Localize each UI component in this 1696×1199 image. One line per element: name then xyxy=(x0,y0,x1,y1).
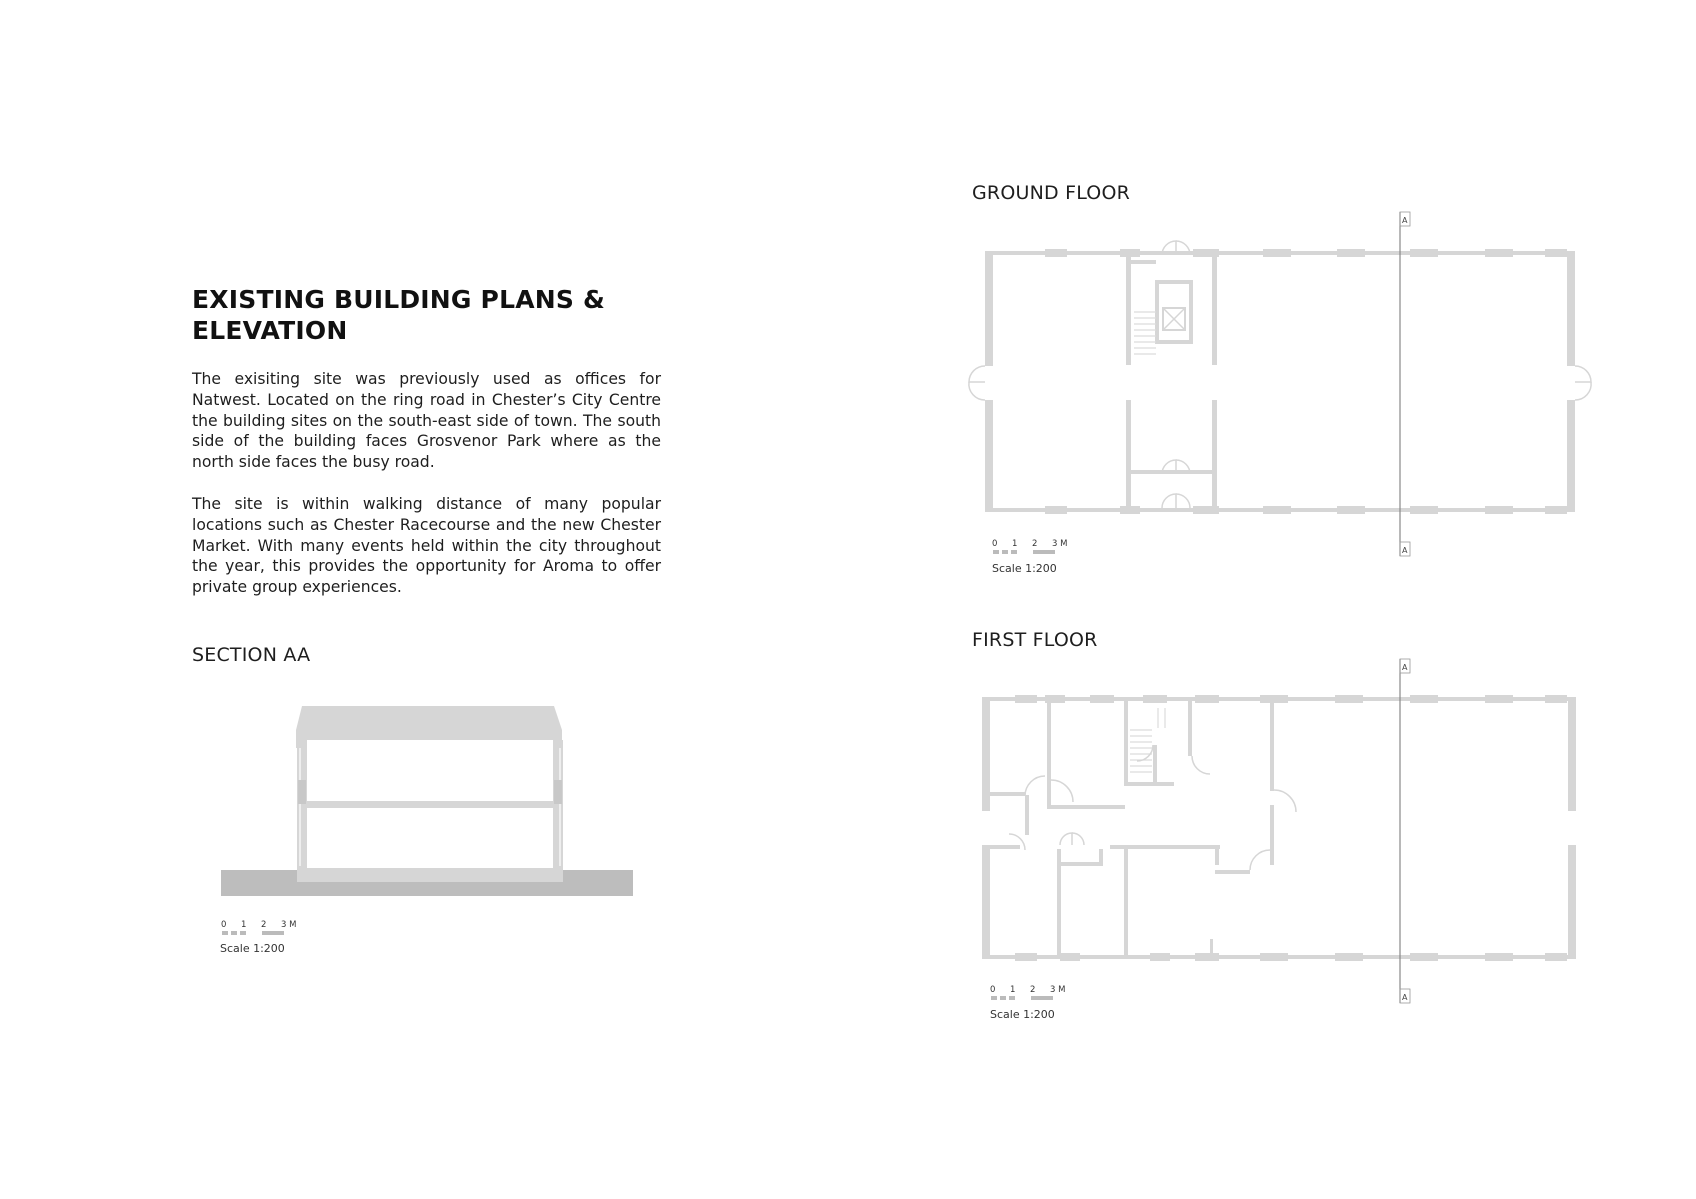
scale-tick-1: 1 xyxy=(1010,985,1016,995)
scale-tick-3: 3 M xyxy=(1052,539,1068,549)
west-wall-upper xyxy=(982,697,990,811)
roof xyxy=(296,706,562,748)
scale-tick-3: 3 M xyxy=(1050,985,1066,995)
first-floor-slab xyxy=(307,801,553,808)
scale-tick-1: 1 xyxy=(241,920,247,930)
ground-section-mark-bottom: A xyxy=(1402,546,1408,555)
ground-scale-bar xyxy=(992,539,1067,575)
scale-tick-0: 0 xyxy=(992,539,998,549)
building-base xyxy=(297,868,563,882)
first-scale-label: Scale 1:200 xyxy=(990,1008,1055,1021)
ground-section-mark-top: A xyxy=(1402,216,1408,225)
scale-tick-3: 3 M xyxy=(281,920,297,930)
east-wall-lower xyxy=(1567,400,1575,512)
west-wall-lower xyxy=(982,845,990,959)
intro-paragraph: The exisiting site was previously used as offices for Natwest. Located on the ring road in Chester’s City Centre the building sites on the south-east side of town. The south side of the building faces Grosvenor Park where as the north side faces the busy road. xyxy=(192,370,661,472)
east-wall-lower xyxy=(1568,845,1576,959)
first-floor-plan xyxy=(982,659,1576,1003)
scale-tick-0: 0 xyxy=(990,985,996,995)
first-section-mark-top: A xyxy=(1402,663,1408,672)
first-section-mark-bottom: A xyxy=(1402,993,1408,1002)
east-wall-upper xyxy=(1567,251,1575,366)
location-paragraph: The site is within walking distance of many popular locations such as Chester Racecourse and the new Chester Market. With many events held within the city throughout the year, this provides the opportunity for Aroma to offer private group experiences. xyxy=(192,495,661,597)
east-wall-upper xyxy=(1568,697,1576,811)
page-title: EXISTING BUILDING PLANS & ELEVATION xyxy=(192,285,605,345)
scale-tick-0: 0 xyxy=(221,920,227,930)
west-wall-upper xyxy=(985,251,993,366)
section-aa-drawing xyxy=(220,706,633,955)
section-scale-label: Scale 1:200 xyxy=(220,942,285,955)
ground-floor-plan xyxy=(969,212,1591,556)
scale-tick-2: 2 xyxy=(261,920,267,930)
west-wall-lower xyxy=(985,400,993,512)
ground-scale-label: Scale 1:200 xyxy=(992,562,1057,575)
scale-tick-2: 2 xyxy=(1032,539,1038,549)
scale-tick-2: 2 xyxy=(1030,985,1036,995)
ground-floor-heading: GROUND FLOOR xyxy=(972,182,1131,204)
scale-tick-1: 1 xyxy=(1012,539,1018,549)
first-floor-heading: FIRST FLOOR xyxy=(972,629,1098,651)
section-scale-bar xyxy=(220,920,296,955)
section-aa-heading: SECTION AA xyxy=(192,644,311,666)
first-scale-bar xyxy=(990,985,1065,1021)
